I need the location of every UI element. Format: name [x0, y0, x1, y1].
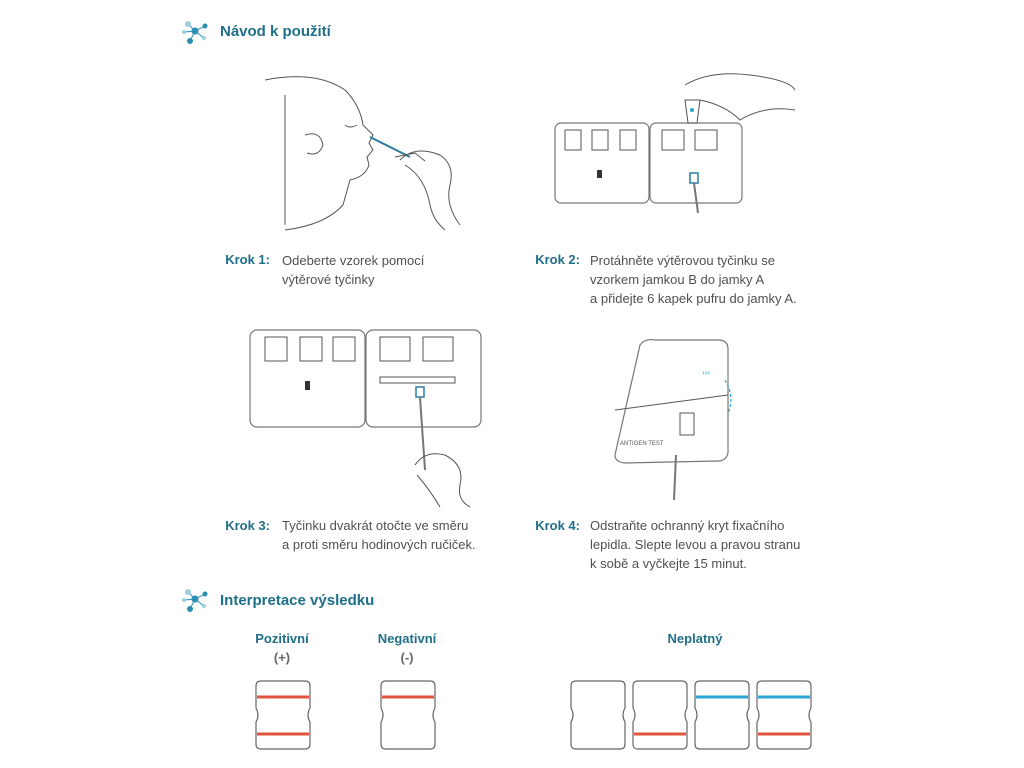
positive-sign: (+) [273, 650, 291, 665]
step-4-label: Krok 4: [535, 518, 580, 533]
svg-text:ANTIGEN TEST: ANTIGEN TEST [620, 441, 664, 447]
step-3-label: Krok 3: [225, 518, 270, 533]
invalid-strip-3 [694, 680, 750, 750]
positive-label: Pozitivní [255, 631, 309, 646]
results-title: Interpretace výsledku [220, 592, 375, 609]
step-2-text: Protáhněte výtěrovou tyčinku se vzorkem jamkou B do jamky A a přidejte 6 kapek pufru do jamky A. [590, 253, 797, 306]
step-1-text: Odeberte vzorek pomocí výtěrové tyčinky [282, 253, 425, 287]
negative-label: Negativní [377, 631, 437, 646]
negative-sign: (-) [400, 650, 414, 665]
molecule-icon [180, 16, 210, 46]
step-4-text: Odstraňte ochranný kryt fixačního lepidla. Slepte levou a pravou stranu k sobě a vyčkejte 15 minut. [590, 518, 801, 571]
page-title: Návod k použití [220, 23, 331, 40]
svg-text:›››: ››› [702, 368, 710, 377]
invalid-strip-4 [756, 680, 812, 750]
step-3-text: Tyčinku dvakrát otočte ve směru a proti směru hodinových ručiček. [282, 518, 476, 552]
illustration-step-3 [245, 325, 490, 510]
illustration-step-4 [610, 335, 740, 505]
illustration-step-1 [245, 65, 475, 235]
negative-strip [380, 680, 436, 750]
invalid-strip-1 [570, 680, 626, 750]
step-1-label: Krok 1: [225, 252, 270, 267]
invalid-label: Neplatný [667, 631, 723, 646]
positive-strip [255, 680, 311, 750]
invalid-strip-2 [632, 680, 688, 750]
step-2-label: Krok 2: [535, 252, 580, 267]
illustration-step-2 [550, 65, 800, 215]
molecule-icon [180, 584, 210, 614]
